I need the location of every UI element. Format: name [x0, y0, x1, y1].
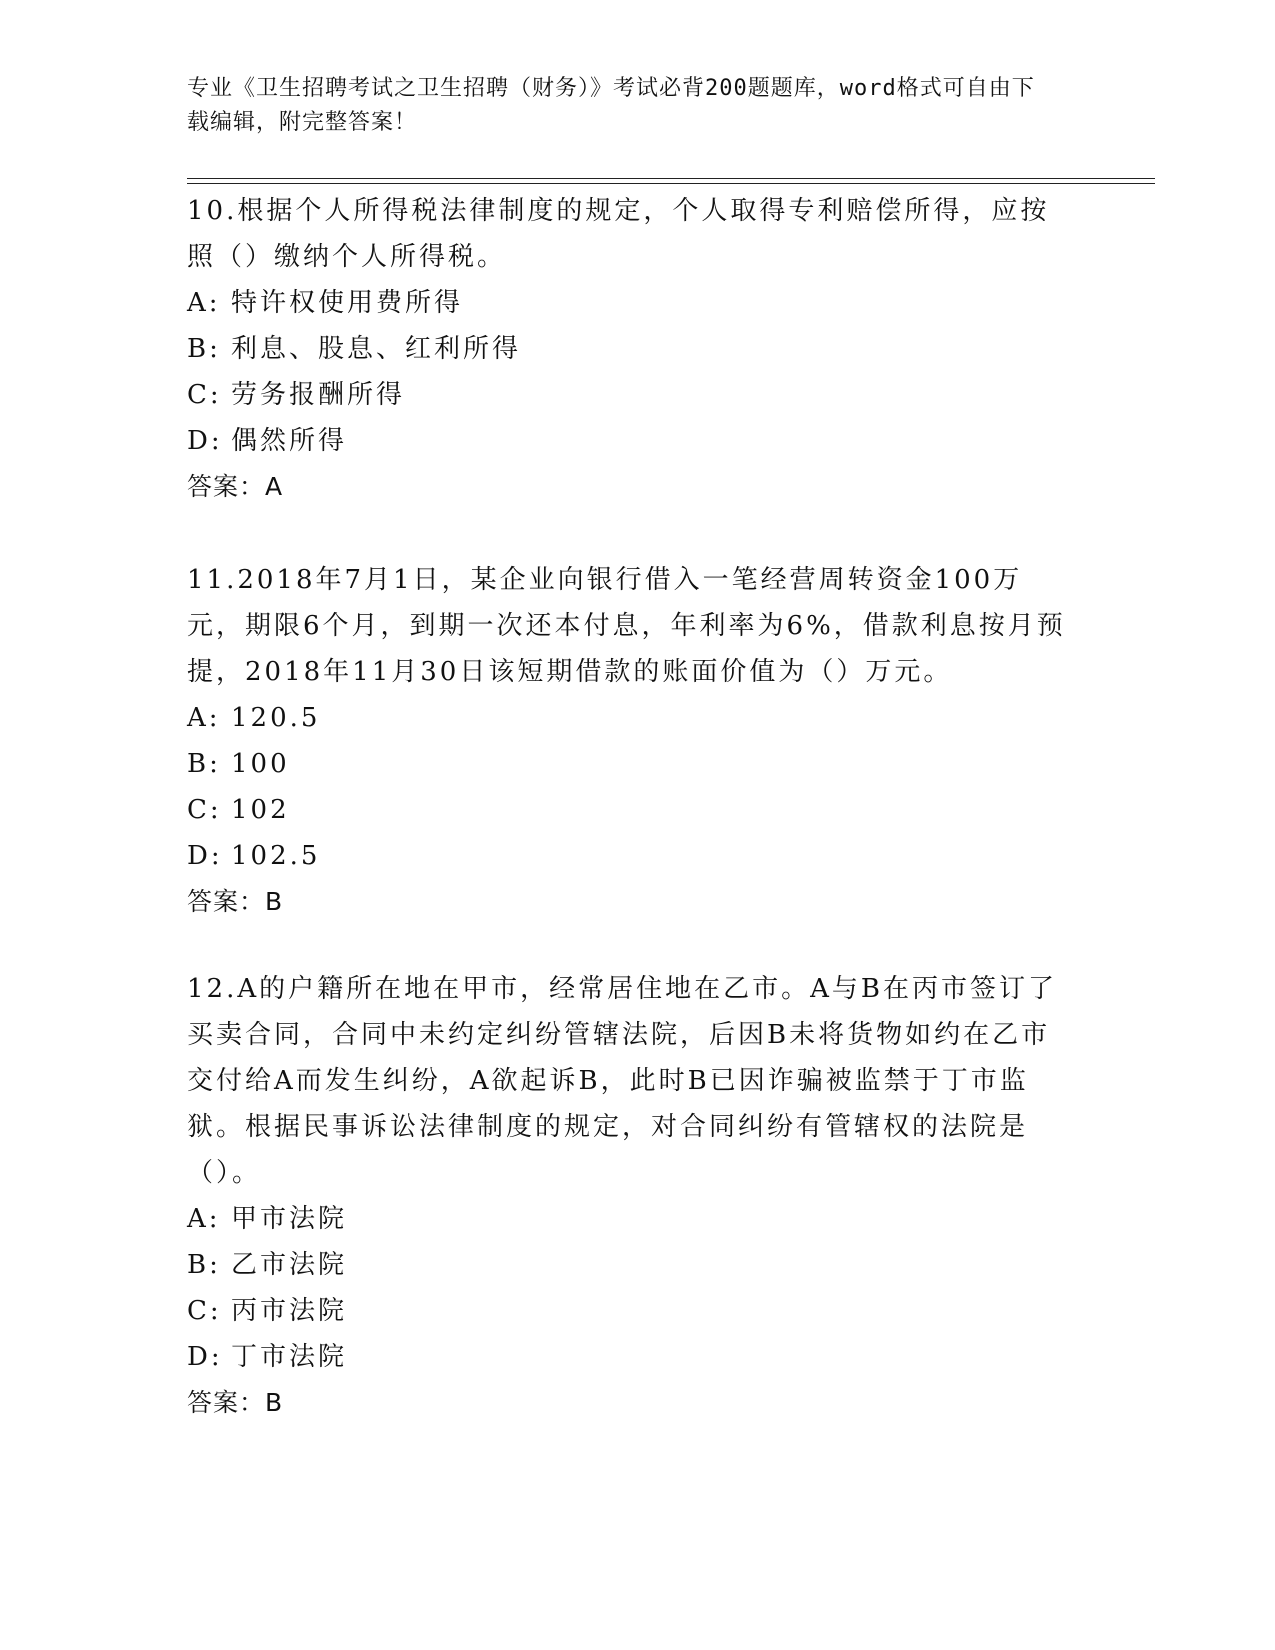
question-10: [187, 188, 1077, 510]
option-b: [187, 326, 1077, 372]
option-letter: A:: [187, 288, 221, 318]
header-divider-top: [187, 178, 1155, 179]
option-text: 102: [231, 795, 290, 825]
option-text: 120.5: [231, 703, 321, 733]
option-text: 特许权使用费所得: [231, 288, 464, 318]
option-a: [187, 695, 1077, 741]
option-letter: B:: [187, 1250, 221, 1280]
option-letter: C:: [187, 795, 222, 825]
answer-line: 答案：B: [187, 887, 284, 916]
answer-line: 答案：B: [187, 1388, 284, 1417]
question-11: [187, 557, 1077, 925]
option-text: 102.5: [231, 841, 321, 871]
option-c: [187, 1288, 1077, 1334]
option-text: 劳务报酬所得: [231, 380, 406, 410]
option-text: 丙市法院: [231, 1296, 348, 1326]
document-header: 专业《卫生招聘考试之卫生招聘（财务）》考试必背200题题库，word格式可自由下载编辑，附完整答案！: [187, 76, 1035, 135]
option-text: 100: [231, 749, 290, 779]
question-stem: 12.A的户籍所在地在甲市，经常居住地在乙市。A与B在丙市签订了买卖合同，合同中未约定纠纷管辖法院，后因B未将货物如约在乙市交付给A而发生纠纷，A欲起诉B，此时B已因诈骗被监禁于丁市监狱。根据民事诉讼法律制度的规定，对合同纠纷有管辖权的法院是（）。: [187, 974, 1058, 1188]
option-c: [187, 372, 1077, 418]
question-stem: 10.根据个人所得税法律制度的规定，个人取得专利赔偿所得，应按照（）缴纳个人所得税。: [187, 196, 1050, 272]
option-letter: A:: [187, 703, 221, 733]
option-letter: C:: [187, 380, 222, 410]
header-divider-bottom: [187, 183, 1155, 184]
option-letter: A:: [187, 1204, 221, 1234]
option-letter: D:: [187, 841, 223, 871]
option-b: [187, 741, 1077, 787]
option-text: 甲市法院: [231, 1204, 348, 1234]
option-a: [187, 280, 1077, 326]
question-stem: 11.2018年7月1日，某企业向银行借入一笔经营周转资金100万元，期限6个月，到期一次还本付息，年利率为6%，借款利息按月预提，2018年11月30日该短期借款的账面价值为（）万元。: [187, 565, 1066, 687]
option-letter: B:: [187, 334, 221, 364]
option-d: [187, 418, 1077, 464]
option-letter: D:: [187, 1342, 223, 1372]
option-d: [187, 833, 1077, 879]
answer-line: 答案：A: [187, 472, 284, 501]
option-text: 利息、股息、红利所得: [231, 334, 522, 364]
option-d: [187, 1334, 1077, 1380]
option-letter: C:: [187, 1296, 222, 1326]
option-letter: B:: [187, 749, 221, 779]
option-text: 丁市法院: [231, 1342, 348, 1372]
option-text: 乙市法院: [231, 1250, 348, 1280]
option-b: [187, 1242, 1077, 1288]
option-a: [187, 1196, 1077, 1242]
option-c: [187, 787, 1077, 833]
option-letter: D:: [187, 426, 223, 456]
option-text: 偶然所得: [231, 426, 348, 456]
question-12: [187, 966, 1077, 1426]
